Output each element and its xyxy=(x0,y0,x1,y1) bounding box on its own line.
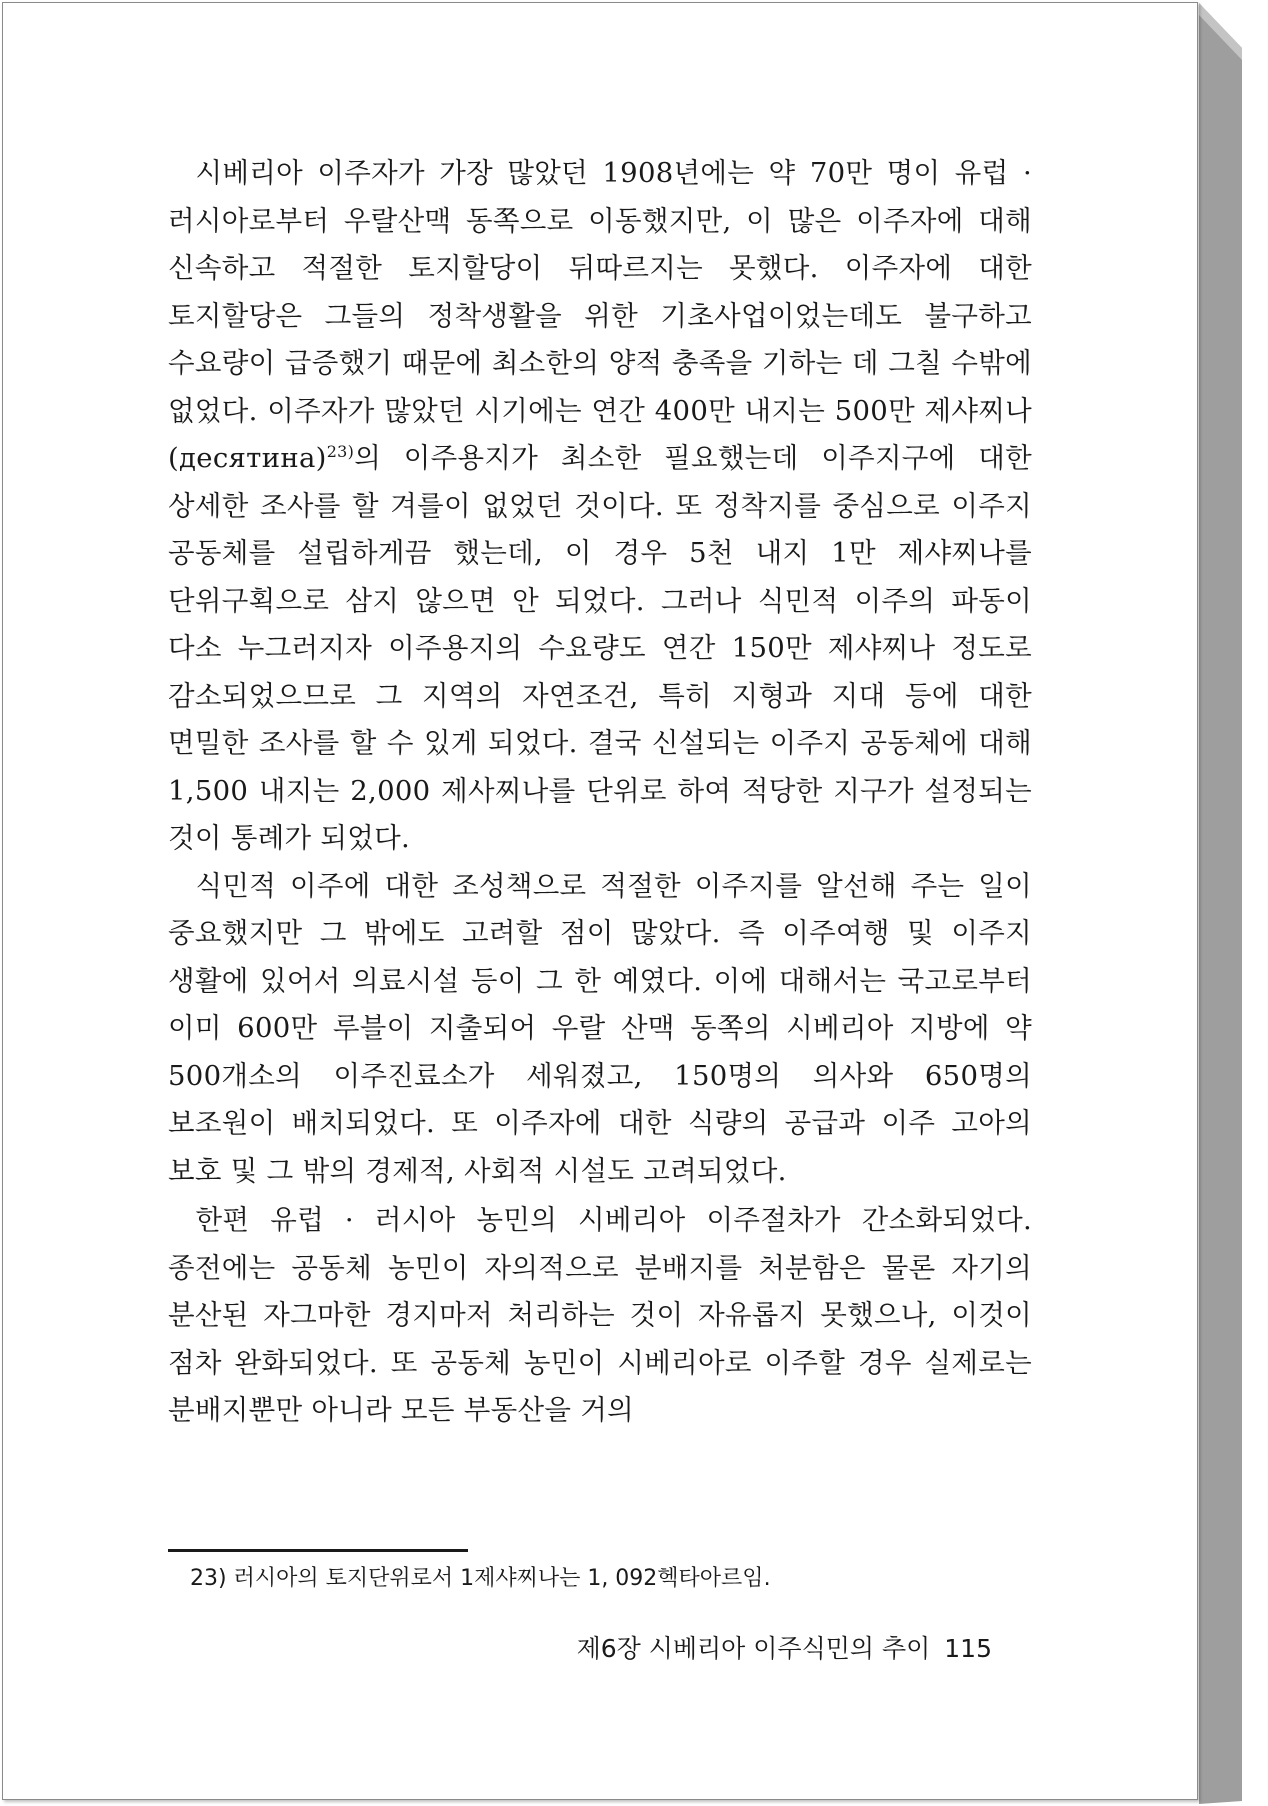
paragraph-2: 식민적 이주에 대한 조성책으로 적절한 이주지를 알선해 주는 일이 중요했지만 그 밖에도 고려할 점이 많았다. 즉 이주여행 및 이주지 생활에 있어서 의료시설 등이 그 한 예였다. 이에 대해서는 국고로부터 이미 600만 루블이 지출되어 우랄 산맥 동쪽의 시베리아 지방에 약 500개소의 이주진료소가 세워졌고, 150명의 의사와 650명의 보조원이 배치되었다. 또 이주자에 대한 식량의 공급과 이주 고아의 보호 및 그 밖의 경제적, 사회적 시설도 고려되었다. xyxy=(168,869,1032,1187)
running-footer xyxy=(572,1629,992,1665)
paragraph-1-text-b: 의 이주용지가 최소한 필요했는데 이주지구에 대한 상세한 조사를 할 겨를이 없었던 것이다. 또 정착지를 중심으로 이주지 공동체를 설립하게끔 했는데, 이 경우 5천 내지 1만 제샤찌나를 단위구획으로 삼지 않으면 안 되었다. 그러나 식민적 이주의 파동이 다소 누그러지자 이주용지의 수요량도 연간 150만 제샤찌나 정도로 감소되었으므로 그 지역의 자연조건, 특히 지형과 지대 등에 대한 면밀한 조사를 할 수 있게 되었다. 결국 신설되는 이주지 공동체에 대해 1,500 내지는 2,000 제사찌나를 단위로 하여 적당한 지구가 설정되는 것이 통례가 되었다. xyxy=(168,442,1032,854)
paragraph-1 xyxy=(168,150,1032,863)
footnote-reference-23: 23) xyxy=(326,441,355,461)
paragraph-1-text-a: 시베리아 이주자가 가장 많았던 1908년에는 약 70만 명이 유럽 · 러시아로부터 우랄산맥 동쪽으로 이동했지만, 이 많은 이주자에 대해 신속하고 적절한 토지할당이 뒤따르지는 못했다. 이주자에 대한 토지할당은 그들의 정착생활을 위한 기초사업이었는데도 불구하고 수요량이 급증했기 때문에 최소한의 양적 충족을 기하는 데 그칠 수밖에 없었다. 이주자가 많았던 시기에는 연간 400만 내지는 500만 제샤찌나(десятина) xyxy=(168,157,1032,474)
footnote-23: 23) 러시아의 토지단위로서 1제샤찌나는 1, 092헥타아르임. xyxy=(190,1566,771,1591)
page-number: 115 xyxy=(944,1634,992,1663)
body-text xyxy=(168,150,1032,1435)
footnote-divider xyxy=(168,1549,468,1552)
paragraph-3: 한편 유럽 · 러시아 농민의 시베리아 이주절차가 간소화되었다. 종전에는 공동체 농민이 자의적으로 분배지를 처분함은 물론 자기의 분산된 자그마한 경지마저 처리하는 것이 자유롭지 못했으나, 이것이 점차 완화되었다. 또 공동체 농민이 시베리아로 이주할 경우 실제로는 분배지뿐만 아니라 모든 부동산을 거의 xyxy=(168,1204,1032,1426)
chapter-title: 제6장 시베리아 이주식민의 추이 xyxy=(576,1634,931,1663)
